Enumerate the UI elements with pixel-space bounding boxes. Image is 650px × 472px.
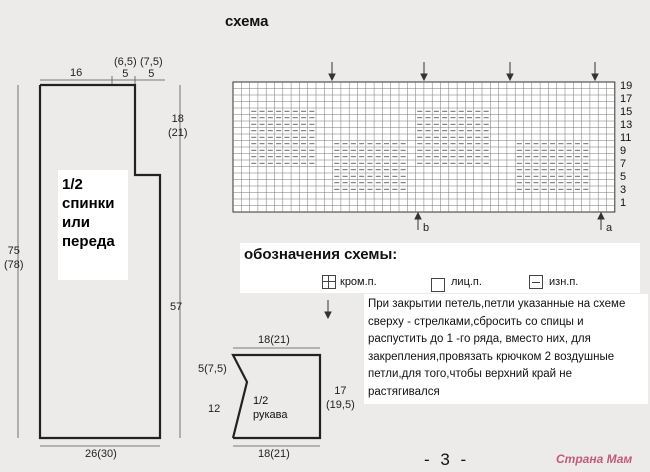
row-number: 5: [620, 171, 627, 183]
legend-item-edge: [322, 275, 377, 289]
page-number: - 3 -: [424, 450, 470, 469]
body-height-total-dim: 75 (78): [4, 245, 24, 271]
body-top-left-dim: 16: [70, 67, 83, 79]
chart-title: схема: [225, 13, 269, 30]
legend-item-purl: [529, 275, 578, 289]
row-number: 7: [620, 158, 627, 170]
body-armhole-dim: 18 (21): [168, 113, 188, 139]
row-number: 17: [620, 93, 633, 105]
legend-label-purl: изн.п.: [549, 276, 579, 288]
body-top-right-dim: (7,5) 5: [140, 56, 163, 80]
sleeve-bottom-dim: 18(21): [258, 448, 290, 460]
marker-b: b: [423, 222, 430, 234]
plus-cell-icon: [322, 275, 336, 289]
row-number: 19: [620, 80, 633, 92]
body-piece-label: 1/2 спинки или переда: [62, 176, 115, 250]
watermark: Страна Мам: [556, 452, 633, 466]
row-number: 13: [620, 119, 633, 131]
legend-item-knit: [431, 272, 482, 292]
sleeve-piece-label: 1/2 рукава: [253, 395, 288, 421]
sleeve-top-dim: 18(21): [258, 334, 290, 346]
body-height-lower-dim: 57: [170, 301, 183, 313]
legend-label-knit: лиц.п.: [451, 276, 482, 288]
sleeve-cap-dim: 5(7,5): [198, 363, 227, 375]
dash-cell-icon: [529, 275, 543, 289]
stitch-chart: [233, 82, 615, 212]
row-number: 11: [620, 132, 632, 144]
body-bottom-dim: 26(30): [85, 448, 117, 460]
legend-label-edge: кром.п.: [340, 276, 377, 288]
sleeve-left-height-dim: 12: [208, 403, 221, 415]
row-number: 1: [620, 197, 627, 209]
marker-a: a: [606, 222, 613, 234]
legend-heading: обозначения схемы:: [244, 246, 398, 263]
sleeve-right-height-dim: 17 (19,5): [326, 385, 355, 411]
empty-cell-icon: [431, 278, 445, 292]
row-number: 3: [620, 184, 627, 196]
body-top-mid-dim: (6,5) 5: [114, 56, 137, 80]
row-number: 15: [620, 106, 633, 118]
row-number: 9: [620, 145, 627, 157]
instruction-note: При закрытии петель,петли указанные на схеме сверху - стрелками,сбросить со спицы и распустить до 1 -го ряда, вместо них, для закрепления,провязать крючком 2 воздушные петли,для того,чтобы верхний край не растягивался: [364, 294, 648, 404]
